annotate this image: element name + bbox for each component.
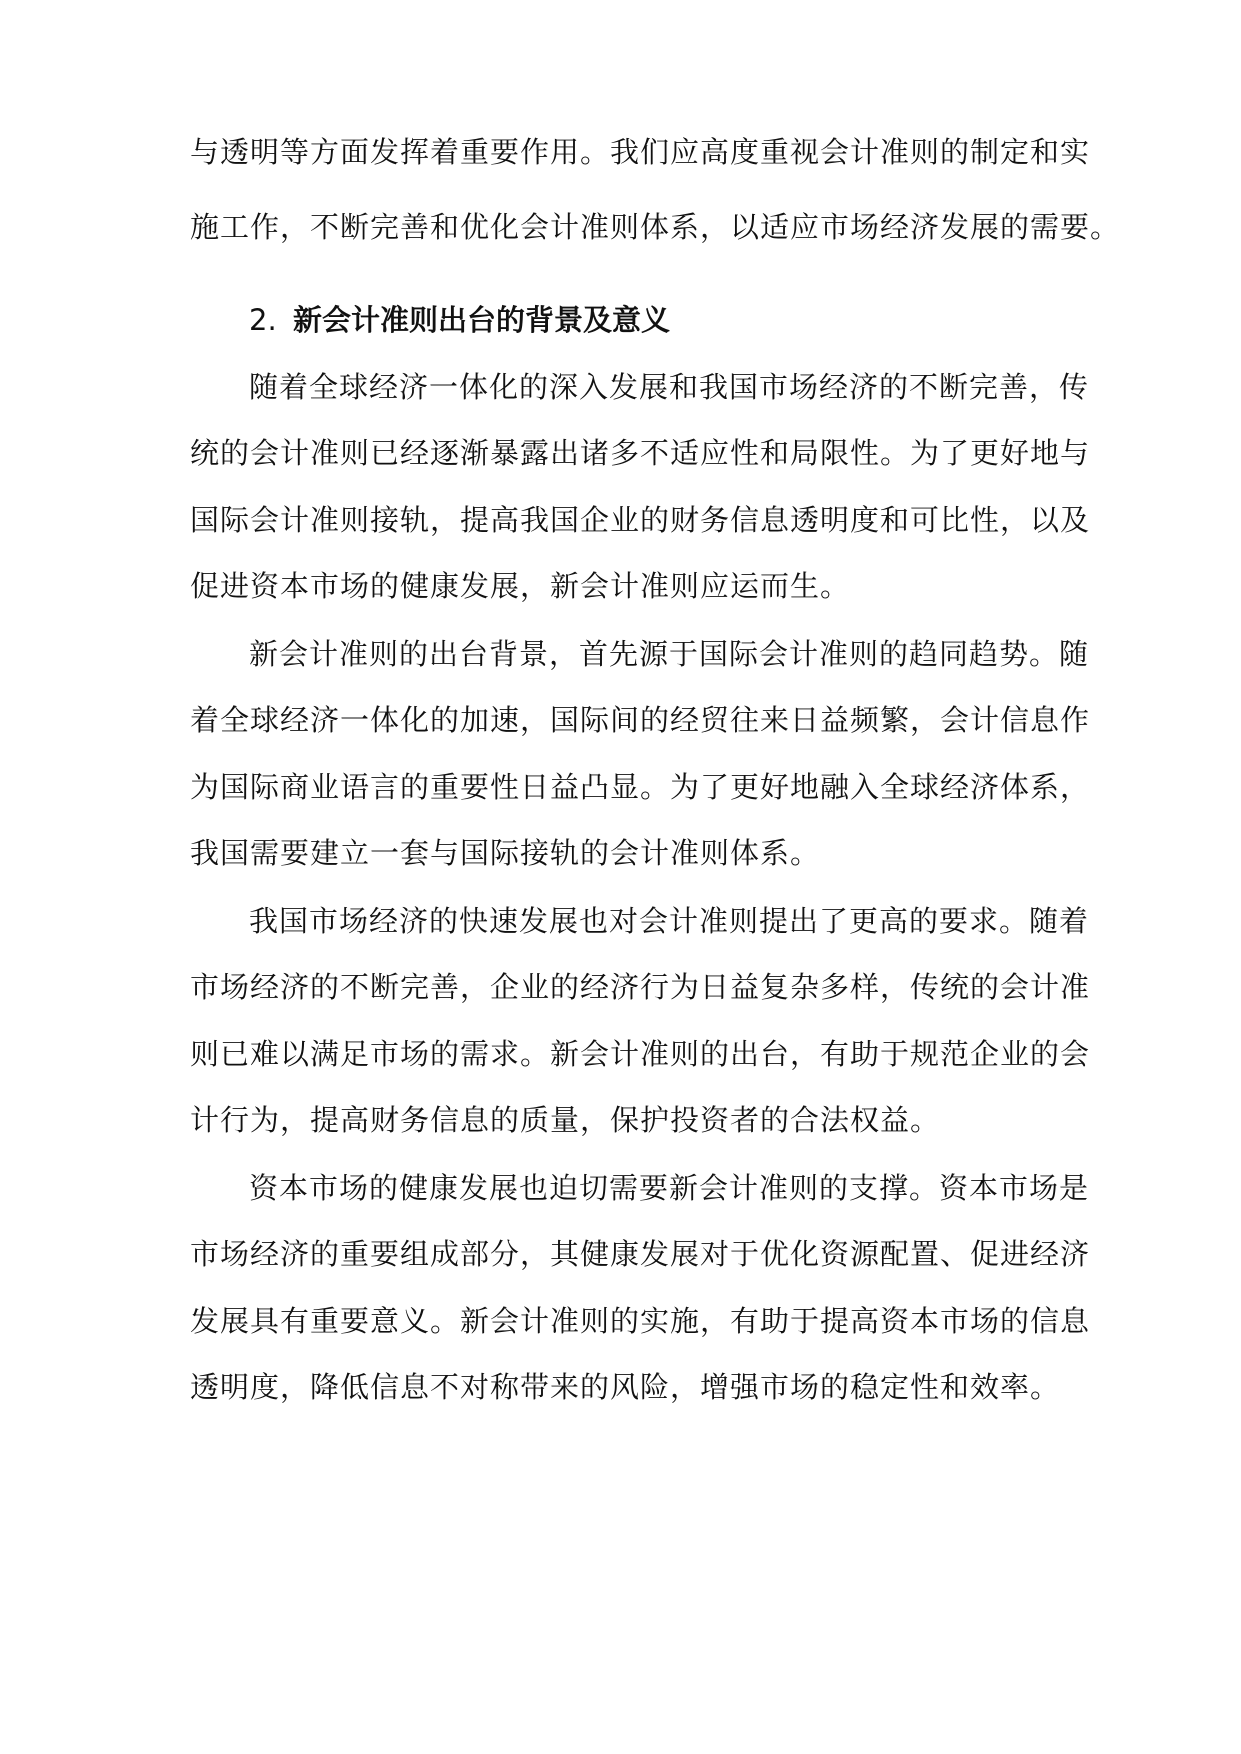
section-heading bbox=[249, 283, 670, 358]
paragraph-4-line-4: 透明度，降低信息不对称带来的风险，增强市场的稳定性和效率。 bbox=[190, 1370, 1061, 1404]
paragraph-3-line-2: 市场经济的不断完善，企业的经济行为日益复杂多样，传统的会计准 bbox=[190, 970, 1091, 1004]
paragraph-1-line-3: 国际会计准则接轨，提高我国企业的财务信息透明度和可比性，以及 bbox=[190, 503, 1091, 537]
paragraph-3-line-4: 计行为，提高财务信息的质量，保护投资者的合法权益。 bbox=[190, 1103, 941, 1137]
paragraph-4-line-1: 资本市场的健康发展也迫切需要新会计准则的支撑。资本市场是 bbox=[249, 1171, 1090, 1205]
paragraph-2-line-1: 新会计准则的出台背景，首先源于国际会计准则的趋同趋势。随 bbox=[249, 637, 1090, 671]
section-number: 2. bbox=[249, 303, 277, 337]
paragraph-4-line-2: 市场经济的重要组成部分，其健康发展对于优化资源配置、促进经济 bbox=[190, 1237, 1091, 1271]
paragraph-1-line-4: 促进资本市场的健康发展，新会计准则应运而生。 bbox=[190, 569, 851, 603]
intro-line-2: 施工作，不断完善和优化会计准则体系，以适应市场经济发展的需要。 bbox=[190, 210, 1121, 244]
paragraph-1-line-2: 统的会计准则已经逐渐暴露出诸多不适应性和局限性。为了更好地与 bbox=[190, 436, 1091, 470]
paragraph-2-line-4: 我国需要建立一套与国际接轨的会计准则体系。 bbox=[190, 836, 821, 870]
paragraph-1-line-1: 随着全球经济一体化的深入发展和我国市场经济的不断完善，传 bbox=[249, 370, 1090, 404]
section-title: 新会计准则出台的背景及意义 bbox=[293, 303, 671, 337]
paragraph-2-line-2: 着全球经济一体化的加速，国际间的经贸往来日益频繁，会计信息作 bbox=[190, 703, 1091, 737]
paragraph-3-line-1: 我国市场经济的快速发展也对会计准则提出了更高的要求。随着 bbox=[249, 904, 1090, 938]
paragraph-3-line-3: 则已难以满足市场的需求。新会计准则的出台，有助于规范企业的会 bbox=[190, 1037, 1091, 1071]
paragraph-2-line-3: 为国际商业语言的重要性日益凸显。为了更好地融入全球经济体系， bbox=[190, 770, 1091, 804]
paragraph-4-line-3: 发展具有重要意义。新会计准则的实施，有助于提高资本市场的信息 bbox=[190, 1304, 1091, 1338]
intro-line-1: 与透明等方面发挥着重要作用。我们应高度重视会计准则的制定和实 bbox=[190, 135, 1091, 169]
